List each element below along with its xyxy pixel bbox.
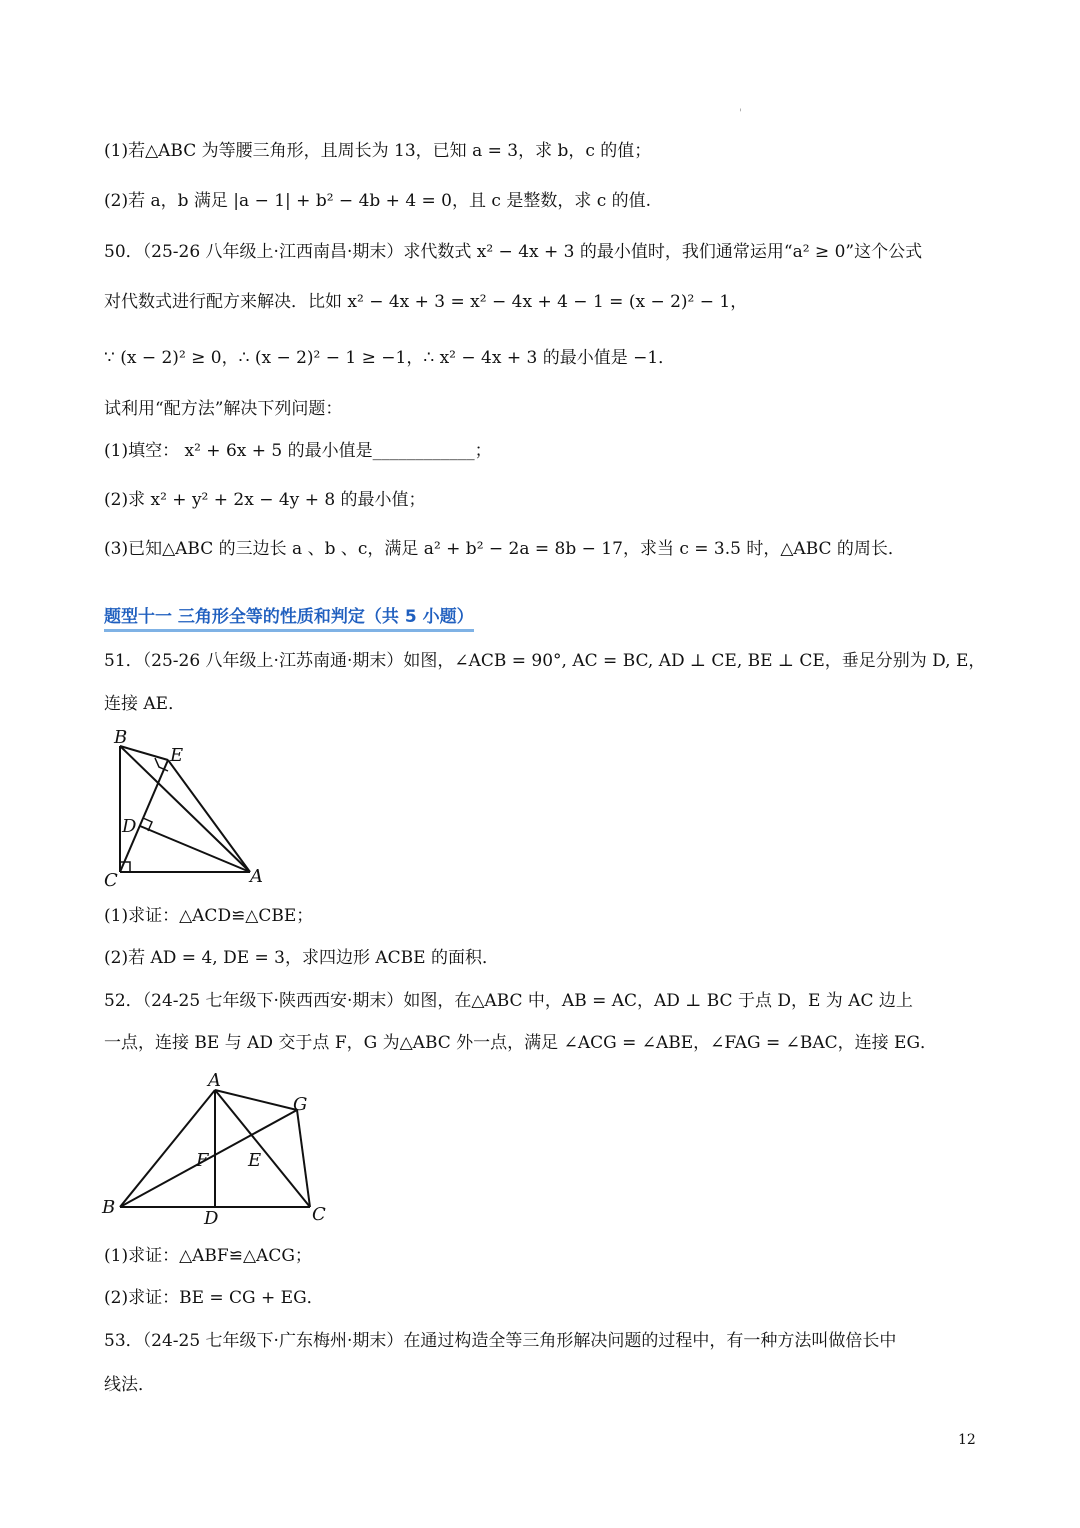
section-heading: 题型十一 三角形全等的性质和判定（共 5 小题）: [104, 602, 474, 632]
q52-stem-line2: 一点，连接 BE 与 AD 交于点 F，G 为△ABC 外一点，满足 ∠ACG = ∠ABE，∠FAG = ∠BAC，连接 EG．: [104, 1033, 938, 1053]
fig1-label-c: C: [104, 870, 118, 891]
fig2-label-d: D: [204, 1208, 219, 1229]
q52-part1: (1)求证：△ABF≌△ACG；: [104, 1246, 312, 1266]
fig2-label-b: B: [102, 1197, 116, 1218]
q52-stem-line1: 52．（24-25 七年级下·陕西西安·期末）如图，在△ABC 中，AB = AC，AD ⊥ BC 于点 D，E 为 AC 边上: [104, 991, 913, 1011]
q50-part1: (1)填空： x² + 6x + 5 的最小值是____________；: [104, 441, 492, 461]
q50-part3: (3)已知△ABC 的三边长 a 、b 、c，满足 a² + b² − 2a = 8b − 17，求当 c = 3.5 时，△ABC 的周长．: [104, 539, 905, 559]
fig2-label-g: G: [293, 1094, 308, 1115]
segment-ba: [120, 746, 250, 872]
figure-q52: [120, 1090, 310, 1207]
fig1-label-e: E: [170, 745, 184, 766]
q50-stem-line2: 对代数式进行配方来解决．比如 x² − 4x + 3 = x² − 4x + 4 − 1 = (x − 2)² − 1，: [104, 292, 748, 312]
segment-ag: [215, 1090, 297, 1110]
q50-stem-line3: ∵ (x − 2)² ≥ 0，∴ (x − 2)² − 1 ≥ −1，∴ x² − 4x + 3 的最小值是 −1．: [104, 348, 676, 368]
fig2-label-f: F: [196, 1150, 209, 1171]
q50-part2: (2)求 x² + y² + 2x − 4y + 8 的最小值；: [104, 490, 426, 510]
q49-part2: (2)若 a，b 满足 |a − 1| + b² − 4b + 4 = 0，且 c 是整数，求 c 的值.: [104, 191, 652, 211]
fig1-label-d: D: [122, 816, 137, 837]
q50-stem-line1: 50．（25-26 八年级上·江西南昌·期末）求代数式 x² − 4x + 3 的最小值时，我们通常运用“a² ≥ 0”这个公式: [104, 242, 923, 262]
q51-part2: (2)若 AD = 4, DE = 3，求四边形 ACBE 的面积．: [104, 948, 499, 968]
q51-stem-line2: 连接 AE．: [104, 694, 186, 714]
fig2-label-c: C: [312, 1204, 326, 1225]
fig2-label-a: A: [208, 1070, 221, 1091]
q50-instruction: 试利用“配方法”解决下列问题：: [104, 399, 343, 419]
q53-stem-line2: 线法．: [104, 1375, 155, 1395]
segment-ab: [120, 1090, 215, 1207]
figure-q51: [120, 746, 250, 872]
fig1-label-a: A: [250, 866, 263, 887]
q51-part1: (1)求证：△ACD≌△CBE；: [104, 906, 314, 926]
q53-stem-line1: 53．（24-25 七年级下·广东梅州·期末）在通过构造全等三角形解决问题的过程中，有一种方法叫做倍长中: [104, 1331, 897, 1351]
stray-mark: ': [739, 108, 742, 119]
q52-part2: (2)求证：BE = CG + EG．: [104, 1288, 324, 1308]
fig2-label-e: E: [248, 1150, 262, 1171]
page-number: 12: [958, 1432, 976, 1448]
fig1-label-b: B: [114, 727, 128, 748]
q49-part1: (1)若△ABC 为等腰三角形，且周长为 13，已知 a = 3，求 b，c 的值；: [104, 141, 652, 161]
q51-stem-line1: 51．（25-26 八年级上·江苏南通·期末）如图，∠ACB = 90°, AC = BC, AD ⊥ CE, BE ⊥ CE，垂足分别为 D, E，: [104, 651, 986, 671]
